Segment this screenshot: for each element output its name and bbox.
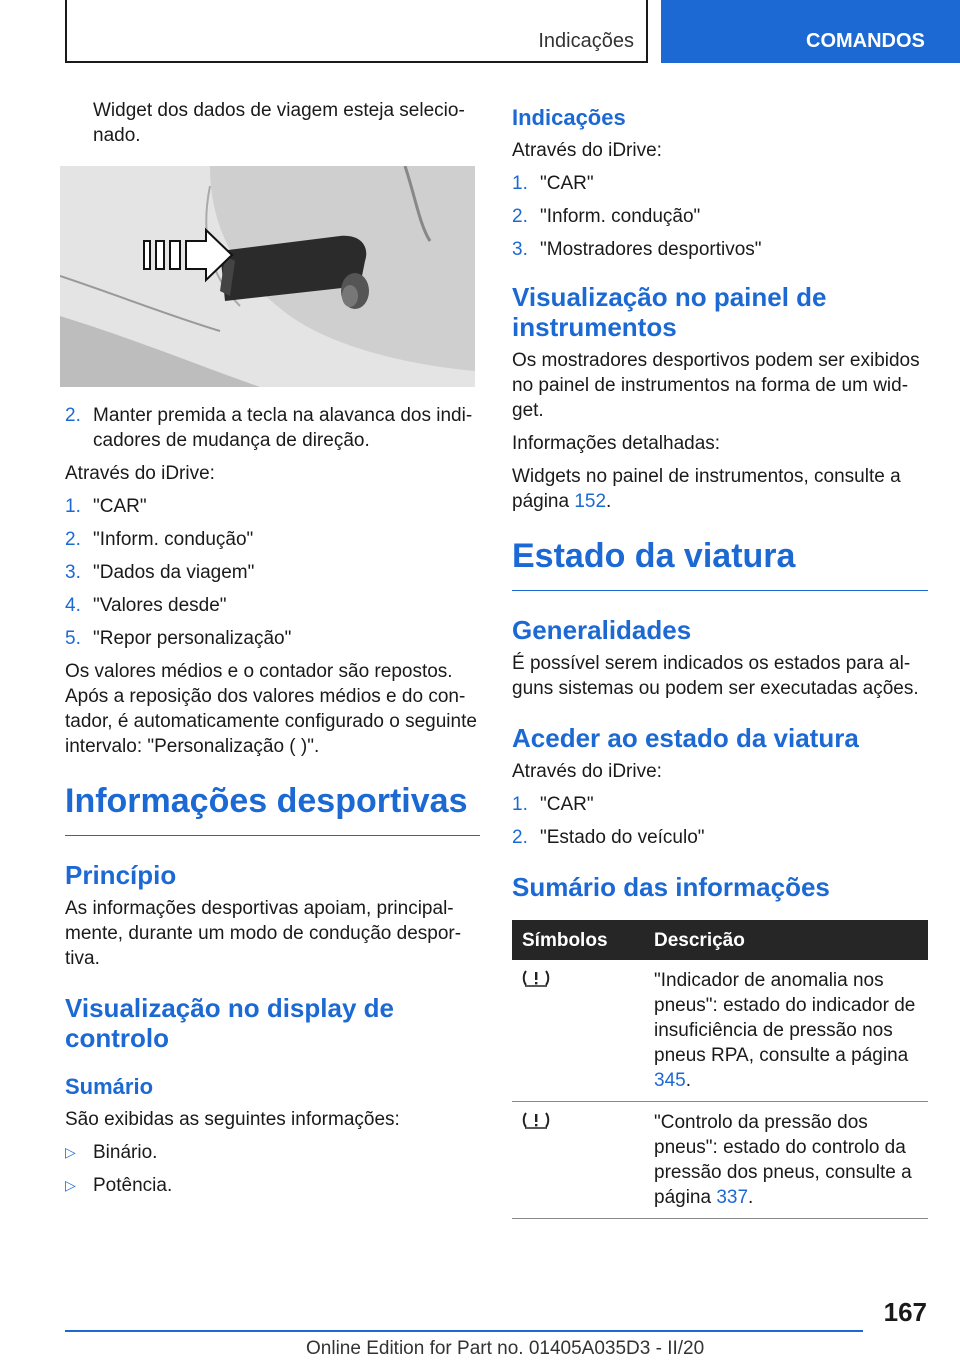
- list-number: 2.: [65, 529, 81, 550]
- general-text: É possível serem indicados os estados para alguns sistemas ou podem ser executadas ações.: [512, 653, 919, 699]
- heading-principle: Princípio: [65, 860, 177, 890]
- heading-info-summary: Sumário das informações: [512, 872, 830, 902]
- symbols-table: [512, 920, 928, 1219]
- list-number: 4.: [65, 595, 81, 616]
- list-text: Potência.: [93, 1175, 173, 1196]
- table-row: [512, 1102, 928, 1219]
- details-label: Informações detalhadas:: [512, 433, 721, 454]
- left-column: [65, 98, 480, 1206]
- idrive-intro: Através do iDrive:: [65, 463, 215, 484]
- list-text: "Valores desde": [93, 595, 227, 616]
- list-item: [65, 527, 480, 552]
- list-item: [65, 494, 480, 519]
- lever-illustration-svg: [60, 166, 475, 387]
- reset-description: Os valores médios e o contador são repostos. Após a reposição dos valores médios e do contador, é automaticamente configurado o seguinte intervalo: "Personalização ( )".: [65, 661, 477, 757]
- description-text: "Controlo da pressão dos pneus": estado do controlo da pressão dos pneus, consulte a página: [654, 1112, 912, 1208]
- list-text: Manter premida a tecla na alavanca dos indicadores de mudança de direção.: [93, 405, 473, 451]
- list-text: "Estado do veículo": [540, 827, 705, 848]
- list-number: 2.: [512, 827, 528, 848]
- list-item: [65, 1140, 480, 1165]
- list-text: "Dados da viagem": [93, 562, 255, 583]
- list-text: Binário.: [93, 1142, 158, 1163]
- triangle-bullet-icon: ▷: [65, 1177, 76, 1193]
- list-text: "CAR": [93, 496, 147, 517]
- list-text: "Mostradores desportivos": [540, 239, 762, 260]
- principle-text: As informações desportivas apoiam, principalmente, durante um modo de condução desportiva.: [65, 898, 462, 969]
- description-end: .: [748, 1187, 754, 1208]
- description-cell: [644, 960, 928, 1102]
- symbol-cell: [512, 960, 644, 1102]
- summary-text: São exibidas as seguintes informações:: [65, 1109, 400, 1130]
- intro-text: Widget dos dados de viagem esteja selecionado.: [93, 100, 465, 146]
- page-number: 167: [883, 1297, 927, 1327]
- description-text: "Indicador de anomalia nos pneus": estado do indicador de insuficiência de pressão nos pneus RPA, consulte a página: [654, 970, 916, 1066]
- heading-general: Generalidades: [512, 615, 692, 645]
- list-item: [65, 593, 480, 618]
- chapter-heading-vehicle-status: Estado da viatura: [512, 536, 928, 591]
- list-item: [65, 626, 480, 651]
- list-number: 1.: [512, 794, 528, 815]
- reference-text: Widgets no painel de instrumentos, consulte a página: [512, 466, 901, 512]
- header-section-box: [65, 0, 648, 63]
- page-link[interactable]: 337: [716, 1187, 749, 1208]
- list-text: "CAR": [540, 794, 594, 815]
- list-number: 5.: [65, 628, 81, 649]
- table-header-description: Descrição: [644, 920, 928, 960]
- list-item: [512, 237, 928, 262]
- description-end: .: [685, 1070, 691, 1091]
- idrive-steps-list: [65, 494, 480, 651]
- list-item: [512, 204, 928, 229]
- tire-warning-icon: [522, 968, 550, 988]
- list-item: [65, 1173, 480, 1198]
- list-text: "Inform. condução": [540, 206, 701, 227]
- list-item: [65, 560, 480, 585]
- symbol-cell: [512, 1102, 644, 1219]
- heading-instrument-cluster: Visualização no painel de instrumentos: [512, 282, 827, 342]
- list-item: [512, 792, 928, 817]
- heading-control-display: Visualização no display de controlo: [65, 993, 394, 1053]
- list-number: 3.: [65, 562, 81, 583]
- list-number: 1.: [512, 173, 528, 194]
- header-section-label: Indicações: [538, 30, 634, 52]
- heading-access-status: Aceder ao estado da viatura: [512, 723, 859, 753]
- footer-edition: Online Edition for Part no. 01405A035D3 - II/20: [306, 1338, 705, 1359]
- chapter-heading-sport-info: Informações desportivas: [65, 781, 480, 836]
- turn-signal-lever-illustration: [60, 166, 475, 387]
- tire-warning-icon: [522, 1110, 550, 1130]
- table-header-symbols: Símbolos: [512, 920, 644, 960]
- list-text: "Repor personalização": [93, 628, 292, 649]
- list-number: 2.: [65, 405, 81, 426]
- table-header-row: [512, 920, 928, 960]
- access-intro: Através do iDrive:: [512, 761, 662, 782]
- page-link[interactable]: 345: [654, 1070, 686, 1091]
- footer-divider: [65, 1330, 863, 1332]
- heading-indications: Indicações: [512, 105, 626, 130]
- list-text: "CAR": [540, 173, 594, 194]
- page-link[interactable]: 152: [574, 491, 607, 512]
- list-number: 1.: [65, 496, 81, 517]
- description-cell: [644, 1102, 928, 1219]
- header-chapter-tab[interactable]: COMANDOS: [661, 0, 960, 63]
- indication-steps-list: [512, 171, 928, 262]
- idrive-intro: Através do iDrive:: [512, 140, 662, 161]
- list-item: [512, 825, 928, 850]
- list-number: 3.: [512, 239, 528, 260]
- right-column: [512, 98, 928, 1219]
- heading-summary: Sumário: [65, 1074, 154, 1099]
- list-item: [65, 403, 480, 453]
- table-row: [512, 960, 928, 1102]
- widgets-reference: Widgets no painel de instrumentos, consulte a página 152.: [512, 466, 901, 512]
- access-steps-list: [512, 792, 928, 850]
- cluster-text: Os mostradores desportivos podem ser exibidos no painel de instrumentos na forma de um widget.: [512, 350, 920, 421]
- triangle-bullet-icon: ▷: [65, 1144, 76, 1160]
- list-text: "Inform. condução": [93, 529, 254, 550]
- list-number: 2.: [512, 206, 528, 227]
- list-item: [512, 171, 928, 196]
